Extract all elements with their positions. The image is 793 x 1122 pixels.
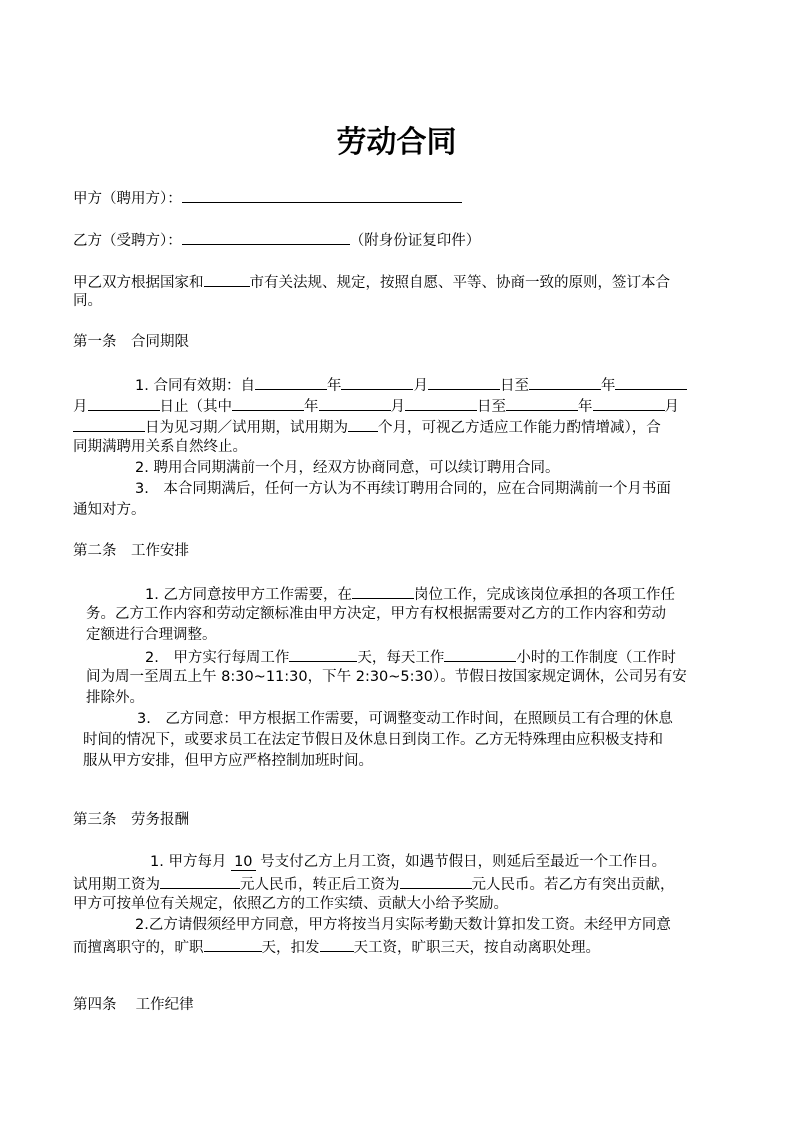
art1-p2: 2. 聘用合同期满前一个月，经双方协商同意，可以续订聘用合同。 bbox=[135, 460, 560, 476]
art2-p1-line-3: 定额进行合理调整。 bbox=[86, 627, 217, 643]
text: 1. 乙方同意按甲方工作需要，在 bbox=[145, 587, 352, 603]
text: 月 bbox=[664, 399, 679, 415]
trial-start-month-blank[interactable] bbox=[319, 394, 391, 411]
party-a-line bbox=[73, 186, 462, 210]
art2-p2-line-2: 间为周一至周五上午 8:30~11:30，下午 2:30~5:30）。节假日按国家规定调休，公司另有安 bbox=[86, 669, 687, 685]
trial-end-month-blank[interactable] bbox=[593, 394, 665, 411]
text: 月 bbox=[390, 399, 405, 415]
start-year-blank[interactable] bbox=[255, 373, 327, 390]
end-day-blank[interactable] bbox=[88, 394, 160, 411]
text: 年 bbox=[326, 378, 342, 394]
text: 1. 甲方每月 bbox=[150, 854, 227, 870]
start-day-blank[interactable] bbox=[428, 373, 500, 390]
regular-salary-blank[interactable] bbox=[400, 872, 472, 889]
intro-line-1 bbox=[73, 270, 670, 294]
text: 日为见习期／试用期，试用期为 bbox=[145, 420, 348, 436]
art2-p3-line-2: 时间的情况下，或要求员工在法定节假日及休息日到岗工作。乙方无特殊理由应积极支持和 bbox=[83, 732, 663, 748]
article-1-heading: 第一条 合同期限 bbox=[73, 334, 189, 350]
party-b-label: 乙方（受聘方）： bbox=[73, 233, 182, 249]
city-blank[interactable] bbox=[204, 270, 250, 287]
text: 试用期工资为 bbox=[73, 877, 160, 893]
text: 而擅离职守的，旷职 bbox=[73, 940, 204, 956]
party-b-blank[interactable] bbox=[182, 228, 350, 245]
intro-line-2: 同。 bbox=[73, 293, 102, 309]
art2-p3-line-1: 3. 乙方同意：甲方根据工作需要，可调整变动工作时间，在照顾员工有合理的休息 bbox=[137, 711, 673, 727]
position-blank[interactable] bbox=[352, 582, 414, 599]
text: 月 bbox=[413, 378, 428, 394]
trial-start-year-blank[interactable] bbox=[232, 394, 304, 411]
party-b-line bbox=[73, 228, 480, 252]
text: 年 bbox=[600, 378, 616, 394]
art1-p1-line-4: 同期满聘用关系自然终止。 bbox=[73, 439, 247, 455]
text: 2. 甲方实行每周工作 bbox=[145, 650, 290, 666]
hours-per-day-blank[interactable] bbox=[444, 645, 516, 662]
art2-p1-line-2: 务。乙方工作内容和劳动定额标准由甲方决定，甲方有权根据需要对乙方的工作内容和劳动 bbox=[86, 606, 666, 622]
intro-text-b: 市有关法规、规定，按照自愿、平等、协商一致的原则，签订本合 bbox=[249, 275, 670, 291]
text: 1. 合同有效期：自 bbox=[135, 378, 255, 394]
text: 日至 bbox=[477, 399, 506, 415]
art1-p3-line-2: 通知对方。 bbox=[73, 502, 146, 518]
pay-day-value[interactable]: 10 bbox=[231, 854, 255, 871]
art3-p1-line-3: 甲方可按单位有关规定，依照乙方的工作实绩、贡献大小给予奖励。 bbox=[73, 896, 508, 912]
art3-p1-line-1 bbox=[150, 851, 666, 873]
start-month-blank[interactable] bbox=[341, 373, 413, 390]
trial-months-blank[interactable] bbox=[348, 415, 378, 432]
trial-salary-blank[interactable] bbox=[160, 872, 240, 889]
absence-days-blank[interactable] bbox=[204, 935, 262, 952]
article-2-heading: 第二条 工作安排 bbox=[73, 543, 189, 559]
text: 天，每天工作 bbox=[357, 650, 445, 666]
article-3-heading: 第三条 劳务报酬 bbox=[73, 812, 189, 828]
party-a-blank[interactable] bbox=[182, 186, 462, 203]
deduct-days-blank[interactable] bbox=[320, 935, 354, 952]
text: 日至 bbox=[499, 378, 529, 394]
trial-start-day-blank[interactable] bbox=[405, 394, 477, 411]
party-a-label: 甲方（聘用方）： bbox=[73, 191, 182, 207]
days-per-week-blank[interactable] bbox=[289, 645, 357, 662]
text: 个月，可视乙方适应工作能力酌情增减），合 bbox=[378, 420, 661, 436]
party-b-note: （附身份证复印件） bbox=[349, 233, 481, 249]
text: 元人民币。若乙方有突出贡献， bbox=[471, 877, 675, 893]
intro-text-a: 甲乙双方根据国家和 bbox=[73, 275, 204, 291]
text: 天，扣发 bbox=[261, 940, 320, 956]
text: 岗位工作，完成该岗位承担的各项工作任 bbox=[413, 587, 675, 603]
art3-p2-line-2 bbox=[73, 935, 600, 959]
text: 小时的工作制度（工作时 bbox=[516, 650, 676, 666]
page-title: 劳动合同 bbox=[336, 125, 457, 160]
art1-p3-line-1: 3. 本合同期满后，任何一方认为不再续订聘用合同的，应在合同期满前一个月书面 bbox=[135, 481, 671, 497]
text: 号支付乙方上月工资，如遇节假日，则延后至最近一个工作日。 bbox=[260, 854, 667, 870]
art3-p2-line-1: 2.乙方请假须经甲方同意，甲方将按当月实际考勤天数计算扣发工资。未经甲方同意 bbox=[135, 917, 671, 933]
end-year-blank[interactable] bbox=[529, 373, 601, 390]
text: 年 bbox=[578, 399, 593, 415]
trial-end-year-blank[interactable] bbox=[506, 394, 578, 411]
text: 天工资，旷职三天，按自动离职处理。 bbox=[353, 940, 600, 956]
end-month-blank[interactable] bbox=[615, 373, 687, 390]
text: 年 bbox=[304, 399, 319, 415]
art2-p2-line-3: 排除外。 bbox=[86, 690, 144, 706]
art2-p3-line-3: 服从甲方安排，但甲方应严格控制加班时间。 bbox=[83, 753, 373, 769]
text: 月 bbox=[73, 399, 88, 415]
trial-end-day-blank[interactable] bbox=[73, 415, 145, 432]
text: 日止（其中 bbox=[159, 399, 232, 415]
article-4-heading: 第四条 工作纪律 bbox=[73, 997, 194, 1013]
text: 元人民币，转正后工资为 bbox=[240, 877, 400, 893]
